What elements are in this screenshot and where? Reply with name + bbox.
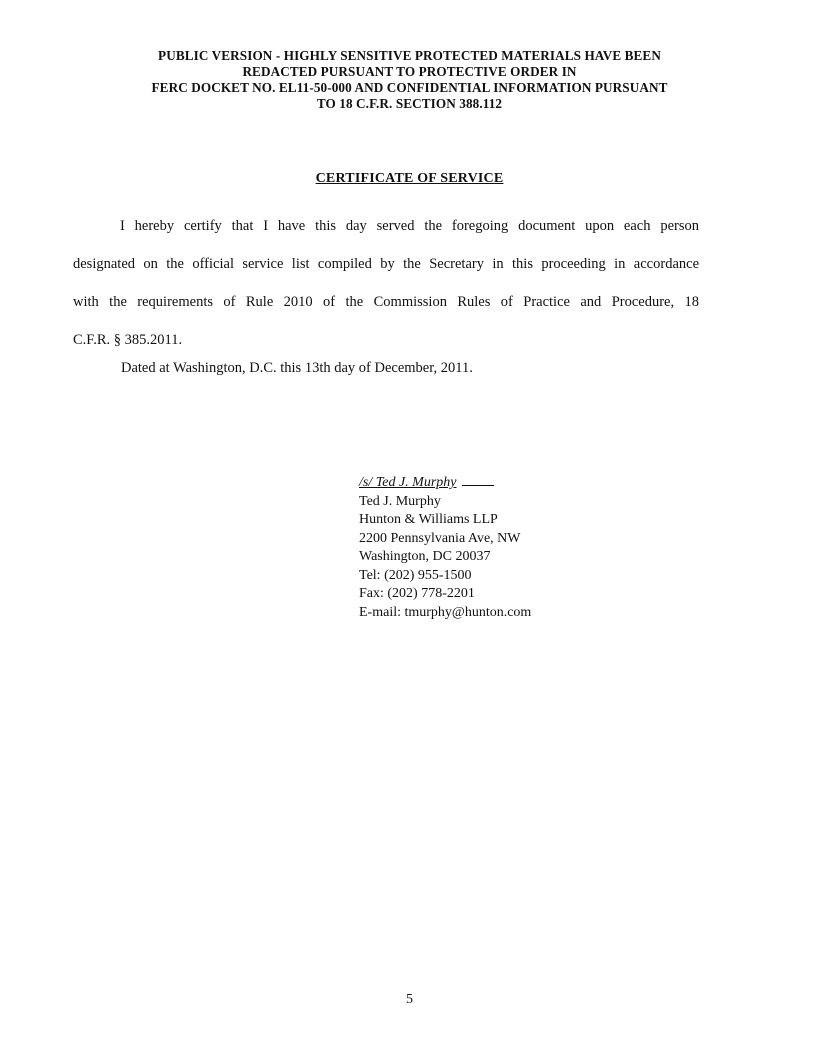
confidentiality-header [60,48,759,112]
certification-line-4: C.F.R. § 385.2011. [73,332,183,348]
signer-name: Ted J. Murphy [359,493,441,509]
signer-address-line-1: 2200 Pennsylvania Ave, NW [359,530,521,546]
page-number: 5 [406,992,413,1007]
signer-firm: Hunton & Williams LLP [359,512,498,527]
header-line-2: REDACTED PURSUANT TO PROTECTIVE ORDER IN [242,64,577,79]
certification-paragraph [73,207,699,359]
signer-address-line-2: Washington, DC 20037 [359,549,491,564]
signature-row [359,473,531,493]
signer-fax: Fax: (202) 778-2201 [359,586,475,601]
certificate-title: CERTIFICATE OF SERVICE [315,171,504,186]
signature-underline [462,473,494,486]
header-line-4: TO 18 C.F.R. SECTION 388.112 [316,96,503,111]
signer-email: E-mail: tmurphy@hunton.com [359,604,532,620]
header-line-3: FERC DOCKET NO. EL11-50-000 AND CONFIDENTIAL INFORMATION PURSUANT [151,80,668,95]
certification-line-3: with the requirements of Rule 2010 of the Commission Rules of Practice and Procedure, 18 [73,294,699,310]
signer-telephone: Tel: (202) 955-1500 [359,567,472,583]
electronic-signature: /s/ Ted J. Murphy [359,475,457,490]
dated-statement: Dated at Washington, D.C. this 13th day of December, 2011. [121,360,473,376]
header-line-1: PUBLIC VERSION - HIGHLY SENSITIVE PROTECTED MATERIALS HAVE BEEN [158,48,661,63]
certification-line-1: I hereby certify that I have this day served the foregoing document upon each person [120,218,699,234]
signature-block [359,473,531,622]
certification-line-2: designated on the official service list compiled by the Secretary in this proceeding in accordance [73,256,699,272]
